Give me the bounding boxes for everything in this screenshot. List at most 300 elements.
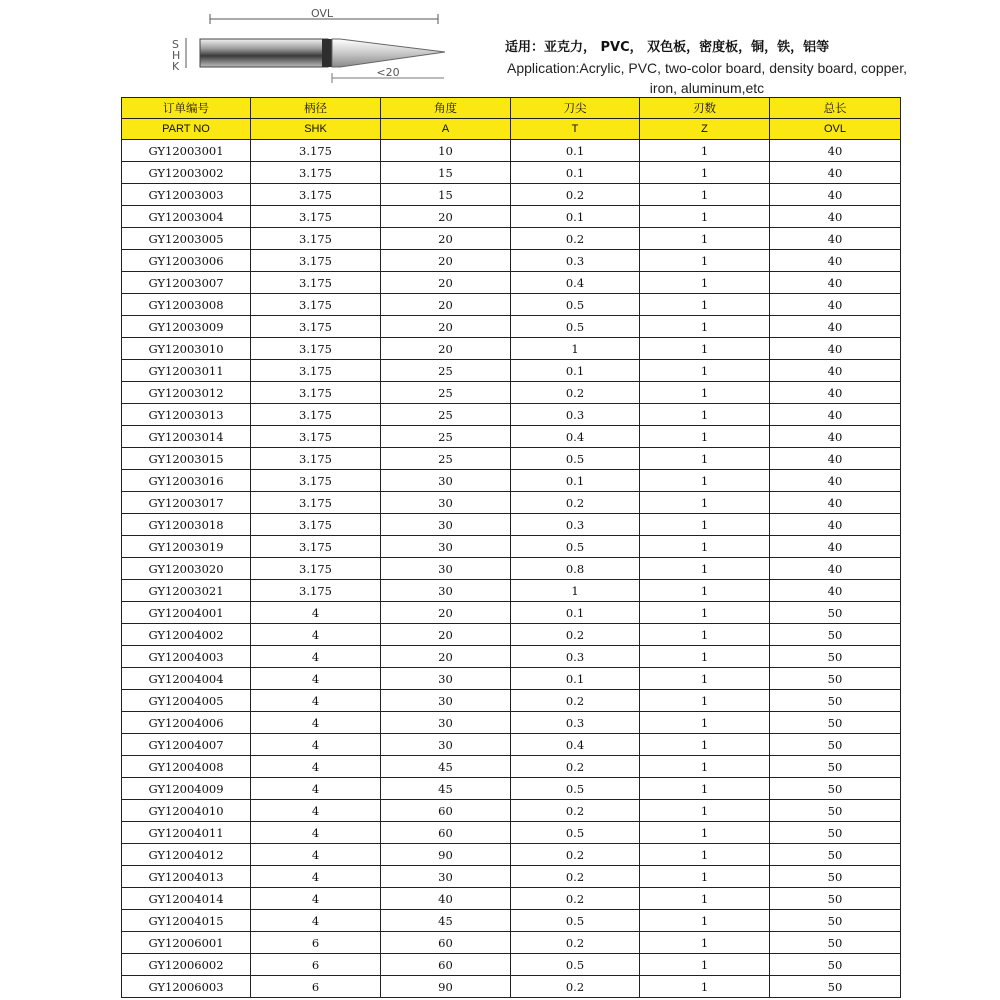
table-cell: 0.2 xyxy=(511,844,640,866)
table-cell: 60 xyxy=(381,954,511,976)
header-cell: 角度 xyxy=(381,98,511,119)
table-row xyxy=(122,668,901,690)
table-row xyxy=(122,404,901,426)
table-cell: 1 xyxy=(640,206,770,228)
table-cell: 0.5 xyxy=(511,954,640,976)
table-cell: 0.2 xyxy=(511,976,640,998)
table-cell: 1 xyxy=(640,162,770,184)
table-cell: 40 xyxy=(770,470,901,492)
table-cell: GY12004015 xyxy=(122,910,251,932)
table-cell: 15 xyxy=(381,184,511,206)
table-cell: 4 xyxy=(251,888,381,910)
table-cell: 1 xyxy=(640,470,770,492)
table-cell: 50 xyxy=(770,712,901,734)
table-cell: 45 xyxy=(381,778,511,800)
table-cell: 1 xyxy=(640,316,770,338)
table-cell: 40 xyxy=(770,140,901,162)
table-cell: 4 xyxy=(251,910,381,932)
table-row xyxy=(122,822,901,844)
table-cell: 1 xyxy=(640,734,770,756)
table-cell: 1 xyxy=(640,690,770,712)
table-cell: GY12004001 xyxy=(122,602,251,624)
table-row xyxy=(122,646,901,668)
table-cell: 30 xyxy=(381,690,511,712)
table-row xyxy=(122,206,901,228)
table-cell: 3.175 xyxy=(251,250,381,272)
table-row xyxy=(122,536,901,558)
table-cell: 25 xyxy=(381,360,511,382)
table-cell: 30 xyxy=(381,866,511,888)
table-cell: 50 xyxy=(770,910,901,932)
table-cell: GY12006003 xyxy=(122,976,251,998)
table-cell: 30 xyxy=(381,536,511,558)
table-cell: 0.2 xyxy=(511,184,640,206)
table-cell: 40 xyxy=(770,580,901,602)
table-row xyxy=(122,360,901,382)
table-cell: 30 xyxy=(381,580,511,602)
table-cell: 0.2 xyxy=(511,932,640,954)
table-cell: GY12003010 xyxy=(122,338,251,360)
table-cell: 3.175 xyxy=(251,492,381,514)
table-cell: 0.3 xyxy=(511,646,640,668)
table-cell: 0.2 xyxy=(511,866,640,888)
table-cell: 0.5 xyxy=(511,822,640,844)
table-cell: 1 xyxy=(640,536,770,558)
table-row xyxy=(122,558,901,580)
table-cell: GY12004002 xyxy=(122,624,251,646)
table-row xyxy=(122,294,901,316)
table-cell: 45 xyxy=(381,756,511,778)
table-row xyxy=(122,162,901,184)
table-cell: 1 xyxy=(640,954,770,976)
table-cell: 3.175 xyxy=(251,514,381,536)
table-cell: 60 xyxy=(381,932,511,954)
table-cell: 1 xyxy=(640,800,770,822)
table-cell: 4 xyxy=(251,866,381,888)
table-row xyxy=(122,448,901,470)
shk-letter-h: H xyxy=(172,49,181,62)
table-cell: 40 xyxy=(770,228,901,250)
table-cell: 40 xyxy=(770,162,901,184)
table-cell: 3.175 xyxy=(251,316,381,338)
table-cell: 50 xyxy=(770,734,901,756)
table-cell: 20 xyxy=(381,316,511,338)
table-cell: GY12003013 xyxy=(122,404,251,426)
table-cell: 0.3 xyxy=(511,514,640,536)
table-cell: GY12003008 xyxy=(122,294,251,316)
table-row xyxy=(122,514,901,536)
table-cell: 0.1 xyxy=(511,470,640,492)
table-cell: GY12004011 xyxy=(122,822,251,844)
table-cell: 1 xyxy=(640,140,770,162)
table-row xyxy=(122,228,901,250)
header-cell: 总长 xyxy=(770,98,901,119)
table-cell: 4 xyxy=(251,690,381,712)
table-cell: GY12004004 xyxy=(122,668,251,690)
table-cell: 1 xyxy=(640,822,770,844)
table-cell: 1 xyxy=(640,426,770,448)
shk-letter-k: K xyxy=(172,60,180,73)
table-cell: 40 xyxy=(770,206,901,228)
table-row xyxy=(122,888,901,910)
table-cell: 0.2 xyxy=(511,756,640,778)
table-cell: GY12006001 xyxy=(122,932,251,954)
table-cell: 45 xyxy=(381,910,511,932)
table-row xyxy=(122,734,901,756)
header-cell: 柄径 xyxy=(251,98,381,119)
spec-table xyxy=(121,97,901,998)
table-cell: GY12003017 xyxy=(122,492,251,514)
table-cell: 1 xyxy=(640,844,770,866)
table-cell: 20 xyxy=(381,206,511,228)
table-cell: 0.1 xyxy=(511,162,640,184)
table-cell: 4 xyxy=(251,734,381,756)
header-cell: Z xyxy=(640,119,770,140)
application-english: Application:Acrylic, PVC, two-color board, density board, copper, iron, aluminum,etc xyxy=(507,60,907,96)
table-cell: 1 xyxy=(640,360,770,382)
table-cell: GY12003002 xyxy=(122,162,251,184)
table-cell: 50 xyxy=(770,602,901,624)
table-cell: 6 xyxy=(251,954,381,976)
table-cell: GY12003003 xyxy=(122,184,251,206)
header-row-chinese xyxy=(122,98,901,119)
table-cell: 0.8 xyxy=(511,558,640,580)
table-cell: 90 xyxy=(381,976,511,998)
table-cell: GY12004007 xyxy=(122,734,251,756)
table-cell: 40 xyxy=(770,294,901,316)
table-cell: 0.5 xyxy=(511,448,640,470)
table-row xyxy=(122,470,901,492)
table-row xyxy=(122,932,901,954)
table-cell: GY12003020 xyxy=(122,558,251,580)
table-cell: GY12003006 xyxy=(122,250,251,272)
table-cell: 0.1 xyxy=(511,668,640,690)
table-cell: 20 xyxy=(381,624,511,646)
table-cell: 1 xyxy=(511,580,640,602)
table-cell: 1 xyxy=(640,580,770,602)
table-cell: 3.175 xyxy=(251,536,381,558)
table-cell: 3.175 xyxy=(251,404,381,426)
table-cell: 25 xyxy=(381,382,511,404)
shank-body xyxy=(200,39,328,67)
table-cell: GY12004006 xyxy=(122,712,251,734)
table-cell: 1 xyxy=(640,184,770,206)
table-cell: 20 xyxy=(381,272,511,294)
table-cell: 0.5 xyxy=(511,294,640,316)
table-cell: 50 xyxy=(770,888,901,910)
table-cell: 0.5 xyxy=(511,910,640,932)
table-cell: GY12004005 xyxy=(122,690,251,712)
table-row xyxy=(122,954,901,976)
table-cell: 50 xyxy=(770,778,901,800)
table-cell: 0.1 xyxy=(511,602,640,624)
table-cell: 50 xyxy=(770,646,901,668)
table-cell: 40 xyxy=(770,426,901,448)
table-cell: 4 xyxy=(251,602,381,624)
table-cell: 50 xyxy=(770,954,901,976)
tool-diagram xyxy=(160,6,460,96)
cutting-tip xyxy=(332,39,445,67)
table-cell: 1 xyxy=(640,756,770,778)
table-cell: 0.3 xyxy=(511,712,640,734)
table-row xyxy=(122,624,901,646)
shank-end xyxy=(322,39,332,67)
table-cell: 40 xyxy=(770,558,901,580)
table-cell: GY12003009 xyxy=(122,316,251,338)
table-cell: 1 xyxy=(640,712,770,734)
table-cell: 50 xyxy=(770,800,901,822)
table-cell: 40 xyxy=(770,184,901,206)
table-cell: 0.4 xyxy=(511,426,640,448)
table-cell: 20 xyxy=(381,646,511,668)
table-cell: GY12003015 xyxy=(122,448,251,470)
table-cell: 3.175 xyxy=(251,272,381,294)
table-row xyxy=(122,338,901,360)
table-cell: 0.1 xyxy=(511,206,640,228)
table-cell: 50 xyxy=(770,756,901,778)
table-cell: 1 xyxy=(640,492,770,514)
table-cell: 0.4 xyxy=(511,272,640,294)
table-row xyxy=(122,184,901,206)
table-cell: GY12003018 xyxy=(122,514,251,536)
table-row xyxy=(122,382,901,404)
table-cell: GY12003021 xyxy=(122,580,251,602)
table-cell: 50 xyxy=(770,668,901,690)
table-cell: 60 xyxy=(381,822,511,844)
table-row xyxy=(122,976,901,998)
table-cell: 15 xyxy=(381,162,511,184)
header-cell: OVL xyxy=(770,119,901,140)
table-cell: 30 xyxy=(381,734,511,756)
table-cell: 3.175 xyxy=(251,206,381,228)
table-cell: 1 xyxy=(640,976,770,998)
table-row xyxy=(122,778,901,800)
table-cell: 30 xyxy=(381,470,511,492)
table-row xyxy=(122,800,901,822)
table-cell: 25 xyxy=(381,426,511,448)
table-cell: 0.2 xyxy=(511,690,640,712)
table-cell: 1 xyxy=(640,250,770,272)
table-cell: 25 xyxy=(381,448,511,470)
table-cell: GY12003019 xyxy=(122,536,251,558)
table-cell: 0.5 xyxy=(511,778,640,800)
table-row xyxy=(122,844,901,866)
table-cell: 4 xyxy=(251,778,381,800)
table-cell: GY12003016 xyxy=(122,470,251,492)
header-cell: 刃数 xyxy=(640,98,770,119)
table-cell: 1 xyxy=(640,228,770,250)
table-cell: 90 xyxy=(381,844,511,866)
table-cell: 30 xyxy=(381,558,511,580)
table-cell: 0.5 xyxy=(511,316,640,338)
table-row xyxy=(122,756,901,778)
table-cell: GY12004013 xyxy=(122,866,251,888)
table-cell: 40 xyxy=(770,492,901,514)
table-cell: 1 xyxy=(640,294,770,316)
table-cell: 3.175 xyxy=(251,470,381,492)
tip-length-label: <20 xyxy=(376,66,400,79)
table-row xyxy=(122,140,901,162)
shk-label xyxy=(172,38,180,73)
table-cell: 30 xyxy=(381,712,511,734)
table-row xyxy=(122,866,901,888)
table-cell: 40 xyxy=(770,536,901,558)
table-cell: 4 xyxy=(251,800,381,822)
table-cell: 3.175 xyxy=(251,228,381,250)
table-cell: 40 xyxy=(770,404,901,426)
table-row xyxy=(122,910,901,932)
table-cell: GY12004008 xyxy=(122,756,251,778)
table-cell: 1 xyxy=(640,888,770,910)
shk-letter-s: S xyxy=(172,38,179,51)
table-cell: GY12004014 xyxy=(122,888,251,910)
table-row xyxy=(122,690,901,712)
table-cell: 3.175 xyxy=(251,338,381,360)
table-cell: 40 xyxy=(770,382,901,404)
table-cell: 0.1 xyxy=(511,360,640,382)
table-cell: 50 xyxy=(770,690,901,712)
table-cell: 1 xyxy=(640,910,770,932)
table-cell: 0.2 xyxy=(511,800,640,822)
table-cell: 3.175 xyxy=(251,184,381,206)
table-cell: 4 xyxy=(251,624,381,646)
table-cell: 1 xyxy=(640,338,770,360)
table-cell: GY12003007 xyxy=(122,272,251,294)
table-cell: 3.175 xyxy=(251,382,381,404)
table-cell: 60 xyxy=(381,800,511,822)
table-cell: 0.2 xyxy=(511,382,640,404)
table-cell: 1 xyxy=(640,866,770,888)
header-row-english xyxy=(122,119,901,140)
table-cell: 1 xyxy=(640,778,770,800)
table-cell: 6 xyxy=(251,932,381,954)
table-cell: 3.175 xyxy=(251,294,381,316)
table-cell: 4 xyxy=(251,822,381,844)
table-cell: GY12004012 xyxy=(122,844,251,866)
table-cell: 40 xyxy=(770,360,901,382)
table-cell: 1 xyxy=(511,338,640,360)
table-cell: GY12004009 xyxy=(122,778,251,800)
table-cell: 20 xyxy=(381,338,511,360)
table-cell: 1 xyxy=(640,272,770,294)
table-cell: 50 xyxy=(770,976,901,998)
table-cell: GY12003014 xyxy=(122,426,251,448)
table-row xyxy=(122,316,901,338)
table-cell: 1 xyxy=(640,602,770,624)
ovl-label: OVL xyxy=(310,7,334,20)
table-cell: 25 xyxy=(381,404,511,426)
table-cell: 20 xyxy=(381,228,511,250)
table-cell: 20 xyxy=(381,294,511,316)
table-cell: 1 xyxy=(640,382,770,404)
table-cell: GY12003004 xyxy=(122,206,251,228)
table-cell: 30 xyxy=(381,668,511,690)
table-row xyxy=(122,492,901,514)
table-cell: 40 xyxy=(770,338,901,360)
table-cell: 4 xyxy=(251,668,381,690)
table-cell: GY12003011 xyxy=(122,360,251,382)
table-cell: 1 xyxy=(640,514,770,536)
table-cell: 50 xyxy=(770,932,901,954)
table-row xyxy=(122,250,901,272)
table-cell: GY12004010 xyxy=(122,800,251,822)
table-cell: 3.175 xyxy=(251,448,381,470)
header-cell: SHK xyxy=(251,119,381,140)
table-cell: 3.175 xyxy=(251,426,381,448)
table-cell: 40 xyxy=(770,272,901,294)
table-row xyxy=(122,602,901,624)
table-cell: 50 xyxy=(770,866,901,888)
table-cell: 50 xyxy=(770,822,901,844)
table-cell: 0.2 xyxy=(511,888,640,910)
table-cell: 40 xyxy=(770,250,901,272)
table-cell: 0.2 xyxy=(511,624,640,646)
table-cell: 0.4 xyxy=(511,734,640,756)
table-row xyxy=(122,712,901,734)
table-cell: 3.175 xyxy=(251,558,381,580)
table-cell: GY12003012 xyxy=(122,382,251,404)
table-cell: 30 xyxy=(381,492,511,514)
table-cell: 1 xyxy=(640,558,770,580)
table-row xyxy=(122,580,901,602)
table-cell: GY12004003 xyxy=(122,646,251,668)
header-cell: 订单编号 xyxy=(122,98,251,119)
table-cell: 6 xyxy=(251,976,381,998)
table-cell: 1 xyxy=(640,448,770,470)
header-cell: A xyxy=(381,119,511,140)
table-cell: 4 xyxy=(251,646,381,668)
table-cell: 3.175 xyxy=(251,140,381,162)
header-cell: T xyxy=(511,119,640,140)
table-cell: GY12003001 xyxy=(122,140,251,162)
table-cell: 3.175 xyxy=(251,580,381,602)
table-cell: 50 xyxy=(770,624,901,646)
table-cell: 1 xyxy=(640,646,770,668)
table-cell: 0.2 xyxy=(511,228,640,250)
table-cell: 40 xyxy=(770,316,901,338)
table-cell: 40 xyxy=(381,888,511,910)
header-cell: 刀尖 xyxy=(511,98,640,119)
table-row xyxy=(122,426,901,448)
table-cell: GY12006002 xyxy=(122,954,251,976)
table-cell: 0.5 xyxy=(511,536,640,558)
table-cell: 1 xyxy=(640,668,770,690)
table-cell: 40 xyxy=(770,514,901,536)
table-cell: 0.3 xyxy=(511,404,640,426)
table-cell: 4 xyxy=(251,756,381,778)
table-cell: 0.2 xyxy=(511,492,640,514)
table-cell: 3.175 xyxy=(251,162,381,184)
table-cell: 4 xyxy=(251,844,381,866)
table-cell: 1 xyxy=(640,932,770,954)
engraving-bit-drawing xyxy=(160,6,460,96)
table-cell: GY12003005 xyxy=(122,228,251,250)
table-row xyxy=(122,272,901,294)
header-cell: PART NO xyxy=(122,119,251,140)
table-cell: 1 xyxy=(640,624,770,646)
table-cell: 40 xyxy=(770,448,901,470)
table-cell: 30 xyxy=(381,514,511,536)
table-cell: 20 xyxy=(381,602,511,624)
table-cell: 3.175 xyxy=(251,360,381,382)
table-cell: 20 xyxy=(381,250,511,272)
table-cell: 50 xyxy=(770,844,901,866)
application-chinese: 适用：亚克力， PVC， 双色板，密度板，铜，铁，铝等 xyxy=(505,40,830,55)
table-cell: 4 xyxy=(251,712,381,734)
table-cell: 1 xyxy=(640,404,770,426)
table-cell: 0.1 xyxy=(511,140,640,162)
table-cell: 0.3 xyxy=(511,250,640,272)
